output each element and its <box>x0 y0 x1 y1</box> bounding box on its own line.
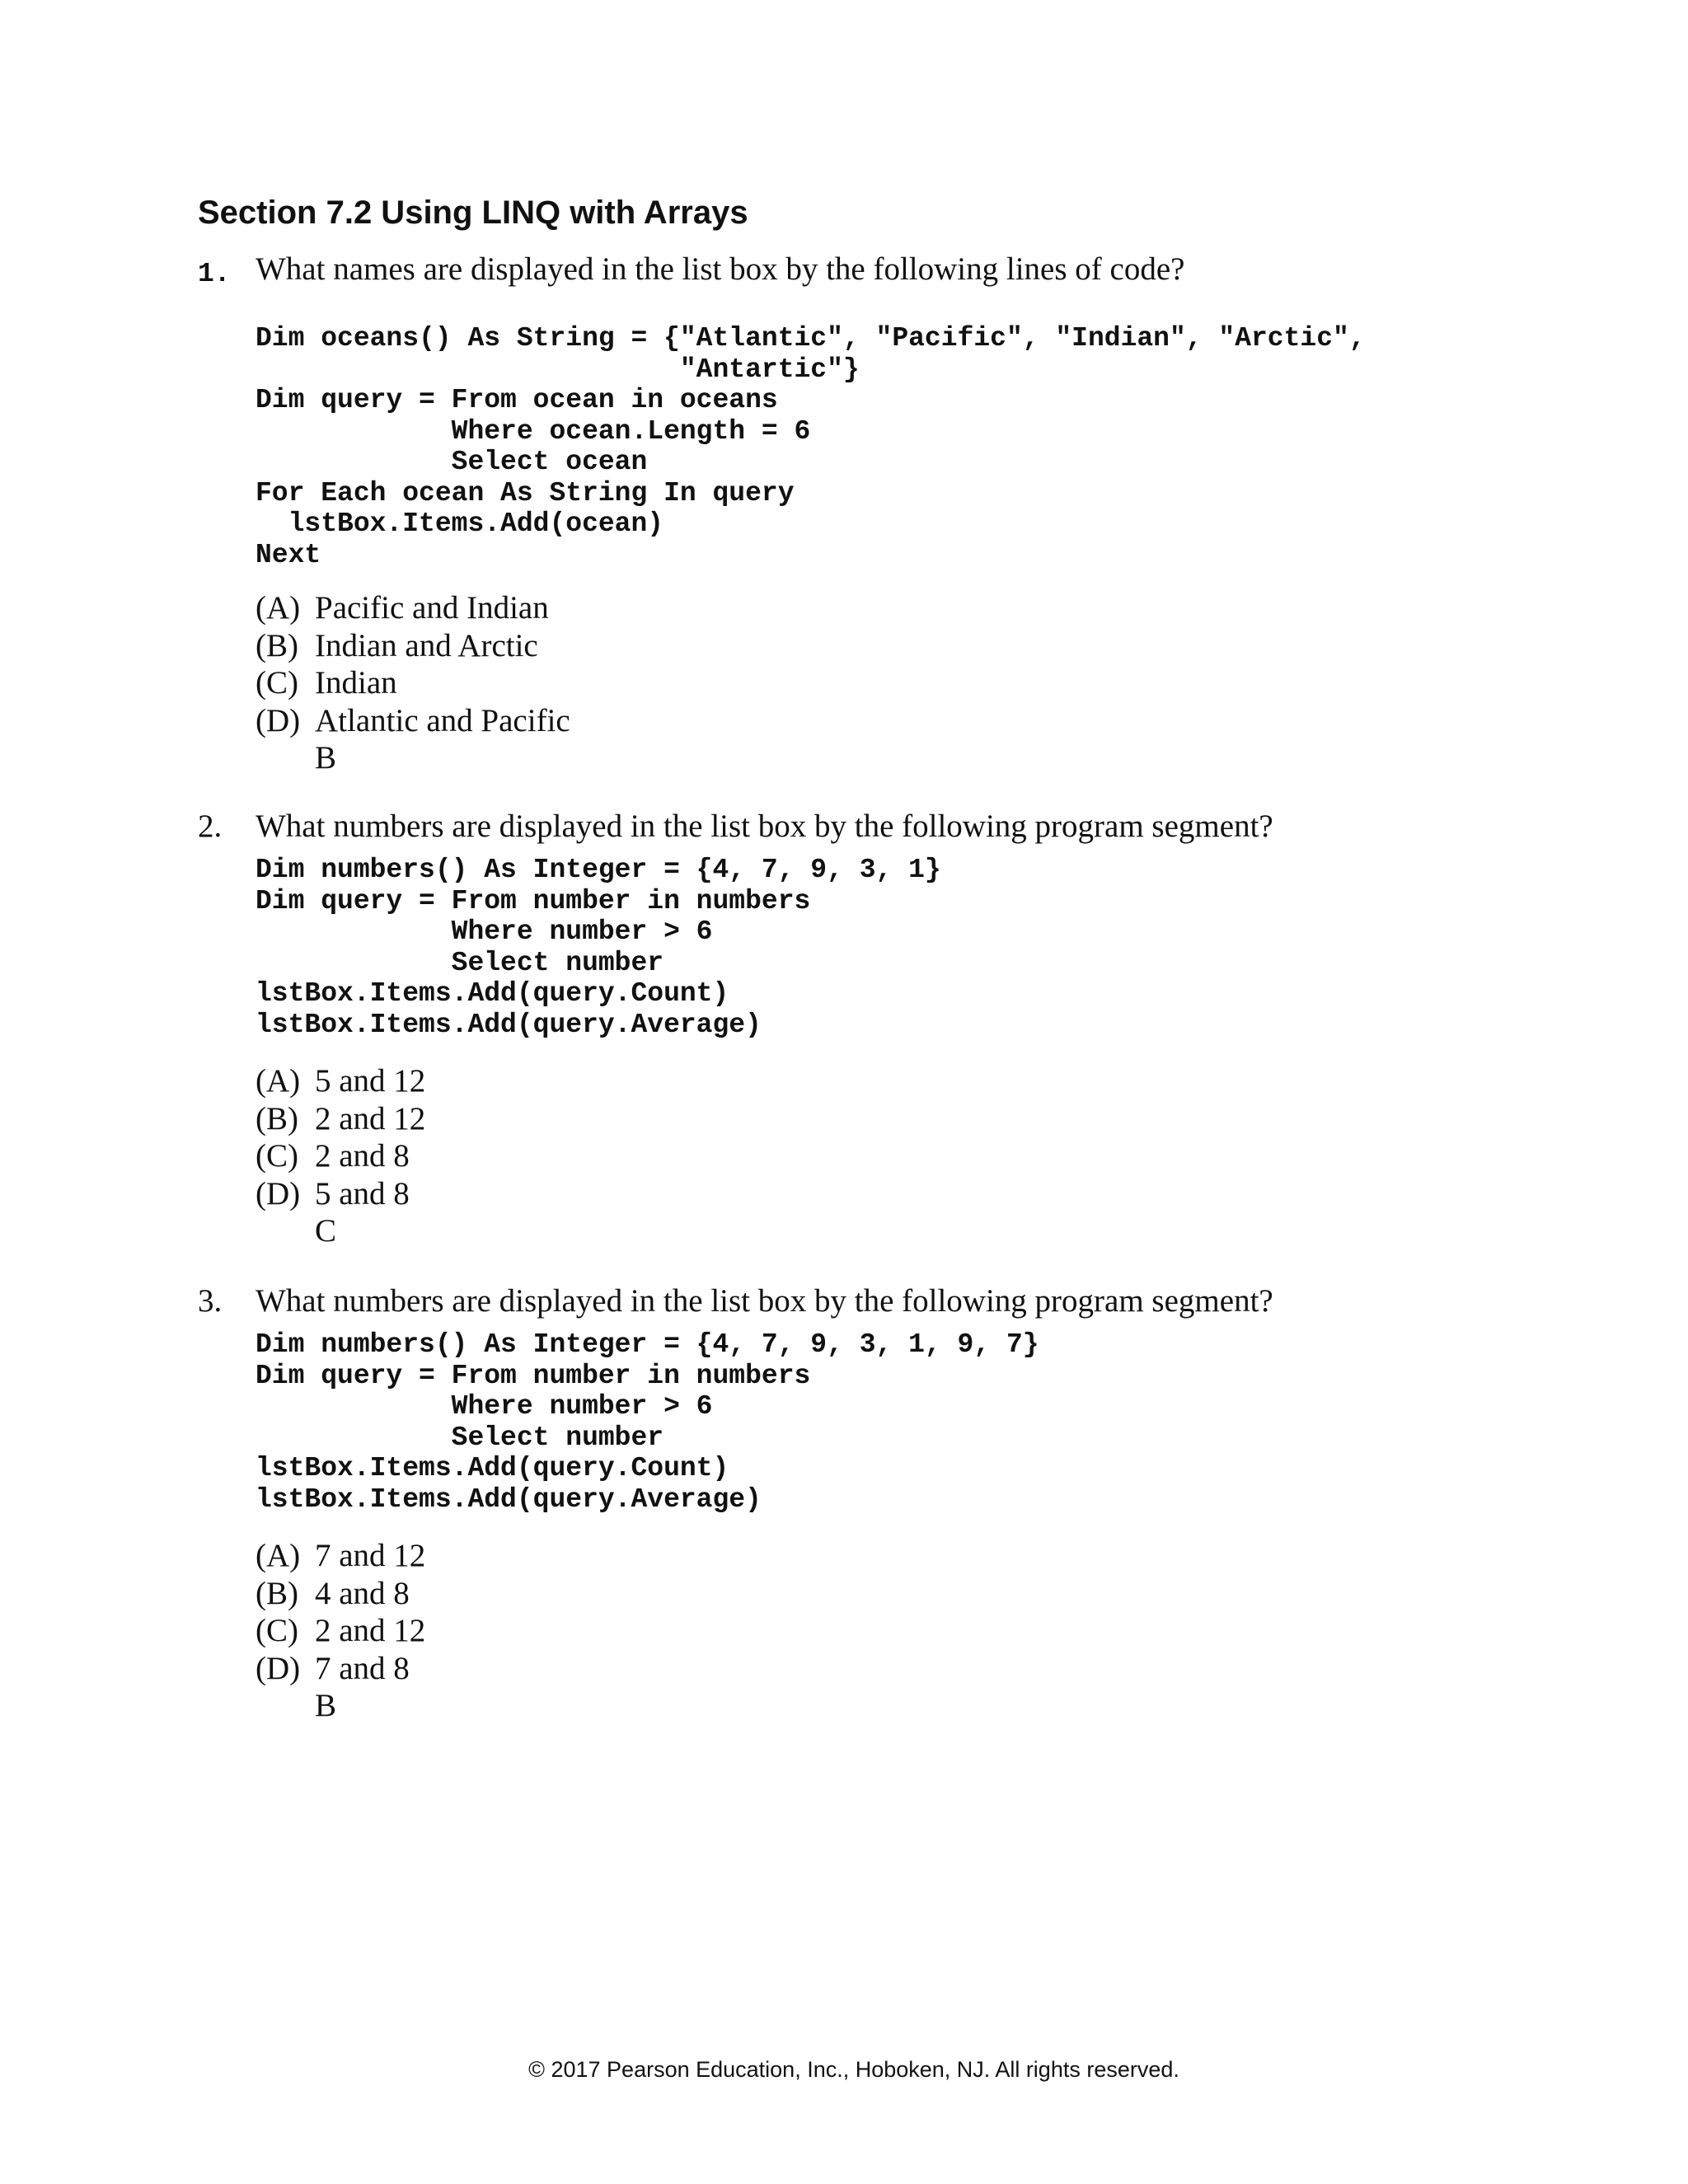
choice-text: 2 and 12 <box>315 1100 426 1137</box>
choice-text: 2 and 8 <box>315 1138 410 1174</box>
code-line: lstBox.Items.Add(query.Average) <box>256 1009 762 1040</box>
choice-c <box>256 1137 425 1175</box>
code-line: lstBox.Items.Add(ocean) <box>256 509 664 539</box>
choice-text: 7 and 8 <box>315 1650 410 1686</box>
choice-b <box>256 1100 425 1138</box>
code-line: Where number > 6 <box>256 916 713 947</box>
choice-a <box>256 1537 425 1575</box>
choice-letter: (D) <box>256 1175 301 1212</box>
code-line: Select ocean <box>256 447 648 477</box>
answer-choices <box>256 1537 425 1687</box>
answer-choices <box>256 589 570 739</box>
code-block <box>256 855 941 1040</box>
code-line: Dim query = From number in numbers <box>256 1360 811 1391</box>
question-prompt: What numbers are displayed in the list box by the following program segment? <box>256 808 1273 844</box>
answer-key: B <box>315 740 337 776</box>
code-line: lstBox.Items.Add(query.Count) <box>256 978 729 1009</box>
choice-d <box>256 702 570 740</box>
choice-c <box>256 664 570 702</box>
code-line: Dim numbers() As Integer = {4, 7, 9, 3, 1} <box>256 855 941 885</box>
choice-b <box>256 1575 425 1613</box>
choice-text: 5 and 8 <box>315 1175 410 1212</box>
choice-letter: (D) <box>256 702 301 738</box>
choice-a <box>256 589 570 627</box>
code-block <box>256 1329 1039 1515</box>
choice-letter: (B) <box>256 1100 298 1137</box>
question-number: 3. <box>198 1283 223 1319</box>
code-line: Dim oceans() As String = {"Atlantic", "Pacific", "Indian", "Arctic", <box>256 323 1366 354</box>
code-line: Dim numbers() As Integer = {4, 7, 9, 3, 1, 9, 7} <box>256 1329 1039 1360</box>
code-line: Dim query = From ocean in oceans <box>256 385 778 415</box>
code-line: lstBox.Items.Add(query.Count) <box>256 1453 729 1483</box>
question-prompt: What numbers are displayed in the list box by the following program segment? <box>256 1283 1273 1319</box>
choice-text: Pacific and Indian <box>315 590 549 626</box>
copyright-footer: © 2017 Pearson Education, Inc., Hoboken, NJ. All rights reserved. <box>528 2057 1179 2082</box>
choice-a <box>256 1062 425 1100</box>
choice-letter: (A) <box>256 1538 301 1573</box>
answer-choices <box>256 1062 425 1212</box>
code-line: Next <box>256 539 321 570</box>
section-title: Section 7.2 Using LINQ with Arrays <box>198 194 748 231</box>
code-line: Dim query = From number in numbers <box>256 885 811 916</box>
choice-text: 5 and 12 <box>315 1063 426 1099</box>
question-prompt: What names are displayed in the list box by the following lines of code? <box>256 251 1185 287</box>
question-number: 1. <box>198 259 231 289</box>
choice-c <box>256 1612 425 1650</box>
choice-letter: (D) <box>256 1650 301 1686</box>
answer-key: B <box>315 1688 337 1723</box>
code-block <box>256 323 1366 570</box>
choice-letter: (C) <box>256 1138 298 1174</box>
code-line: Select number <box>256 1422 664 1453</box>
choice-letter: (B) <box>256 1575 298 1611</box>
question-number: 2. <box>198 808 223 844</box>
choice-text: Atlantic and Pacific <box>315 702 570 738</box>
choice-letter: (B) <box>256 627 298 663</box>
choice-text: Indian and Arctic <box>315 627 538 663</box>
choice-letter: (A) <box>256 590 301 626</box>
choice-text: 4 and 8 <box>315 1575 410 1611</box>
choice-b <box>256 627 570 665</box>
choice-d <box>256 1175 425 1213</box>
code-line: lstBox.Items.Add(query.Average) <box>256 1483 762 1515</box>
choice-letter: (A) <box>256 1063 301 1099</box>
code-line: Select number <box>256 947 664 978</box>
choice-d <box>256 1650 425 1688</box>
choice-letter: (C) <box>256 1613 298 1648</box>
choice-letter: (C) <box>256 665 298 701</box>
answer-key: C <box>315 1213 337 1249</box>
choice-text: 2 and 12 <box>315 1613 426 1648</box>
choice-text: 7 and 12 <box>315 1538 426 1573</box>
choice-text: Indian <box>315 665 397 701</box>
code-line: Where number > 6 <box>256 1391 713 1422</box>
code-line: Where ocean.Length = 6 <box>256 415 811 447</box>
code-line: "Antartic"} <box>256 354 860 385</box>
code-line: For Each ocean As String In query <box>256 477 795 509</box>
